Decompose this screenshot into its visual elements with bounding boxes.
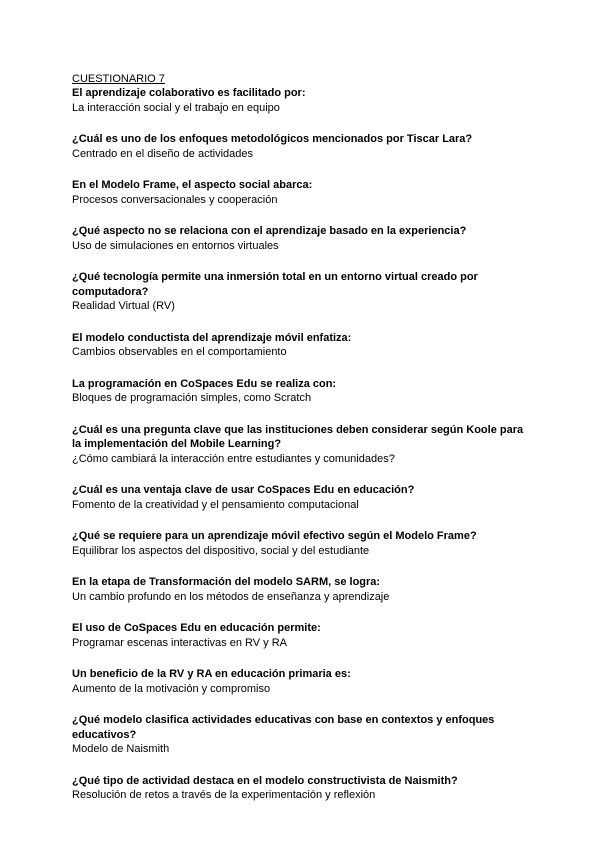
question-text: En el Modelo Frame, el aspecto social abarca:	[72, 179, 313, 191]
document-page	[72, 72, 532, 820]
answer-text: Uso de simulaciones en entornos virtuales	[72, 239, 279, 252]
answer-text: Procesos conversacionales y cooperación	[72, 193, 278, 206]
answer-text: Un cambio profundo en los métodos de enseñanza y aprendizaje	[72, 590, 390, 603]
answer-text: Centrado en el diseño de actividades	[72, 147, 254, 160]
qa-item	[72, 377, 532, 406]
answer-text: Equilibrar los aspectos del dispositivo, social y del estudiante	[72, 544, 370, 557]
answer-text: La interacción social y el trabajo en equipo	[72, 101, 280, 114]
qa-item	[72, 621, 532, 650]
qa-item	[72, 483, 532, 512]
qa-item	[72, 178, 532, 207]
question-text: En la etapa de Transformación del modelo SARM, se logra:	[72, 576, 381, 588]
question-text: ¿Cuál es una pregunta clave que las instituciones deben considerar según Koole para la implementación del Mobile Learning?	[72, 423, 524, 450]
answer-text: Programar escenas interactivas en RV y RA	[72, 636, 287, 649]
question-text: ¿Cuál es una ventaja clave de usar CoSpaces Edu en educación?	[72, 484, 415, 496]
question-text: El aprendizaje colaborativo es facilitado por:	[72, 87, 306, 99]
qa-item	[72, 575, 532, 604]
question-text: Un beneficio de la RV y RA en educación primaria es:	[72, 668, 351, 680]
answer-text: Modelo de Naismith	[72, 743, 170, 755]
qa-item	[72, 86, 532, 115]
qa-item	[72, 667, 532, 696]
question-text: ¿Qué aspecto no se relaciona con el aprendizaje basado en la experiencia?	[72, 225, 467, 237]
question-text: ¿Cuál es uno de los enfoques metodológicos mencionados por Tiscar Lara?	[72, 133, 473, 145]
qa-item	[72, 224, 532, 253]
answer-text: Realidad Virtual (RV)	[72, 300, 175, 312]
qa-item	[72, 774, 532, 803]
question-text: El uso de CoSpaces Edu en educación permite:	[72, 622, 321, 634]
answer-text: Cambios observables en el comportamiento	[72, 346, 287, 358]
question-text: ¿Qué tipo de actividad destaca en el modelo constructivista de Naismith?	[72, 774, 458, 787]
qa-item	[72, 270, 532, 314]
qa-item	[72, 713, 532, 757]
qa-item	[72, 529, 532, 558]
question-text: El modelo conductista del aprendizaje móvil enfatiza:	[72, 331, 352, 344]
document-title: CUESTIONARIO 7	[72, 73, 165, 85]
qa-item	[72, 423, 532, 467]
answer-text: ¿Cómo cambiará la interacción entre estudiantes y comunidades?	[72, 452, 395, 465]
answer-text: Resolución de retos a través de la experimentación y reflexión	[72, 789, 376, 801]
qa-item	[72, 132, 532, 161]
question-text: ¿Qué modelo clasifica actividades educativas con base en contextos y enfoques educativos?	[72, 714, 495, 741]
answer-text: Bloques de programación simples, como Scratch	[72, 392, 312, 404]
answer-text: Fomento de la creatividad y el pensamiento computacional	[72, 498, 359, 511]
question-text: ¿Qué tecnología permite una inmersión total en un entorno virtual creado por computadora?	[72, 271, 478, 298]
question-text: ¿Qué se requiere para un aprendizaje móvil efectivo según el Modelo Frame?	[72, 530, 477, 542]
qa-item	[72, 331, 532, 360]
answer-text: Aumento de la motivación y compromiso	[72, 682, 271, 695]
question-text: La programación en CoSpaces Edu se realiza con:	[72, 377, 337, 390]
